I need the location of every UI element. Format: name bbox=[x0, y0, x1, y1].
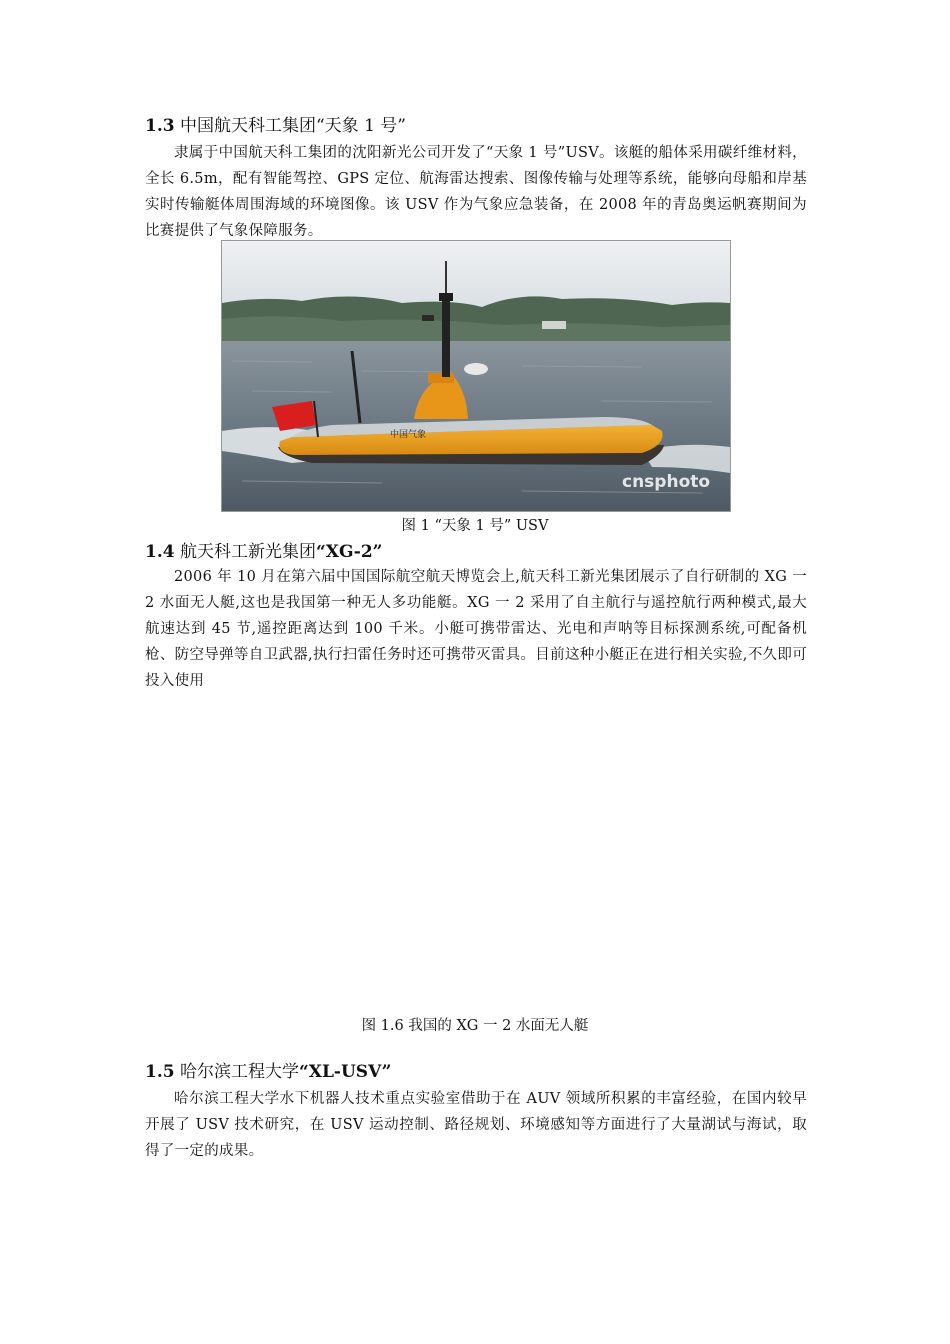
photo-watermark: cnsphoto bbox=[622, 472, 711, 492]
section-title-model: “XL-USV” bbox=[298, 1062, 392, 1082]
usv-photo bbox=[221, 240, 731, 512]
section-1-3-paragraph: 隶属于中国航天科工集团的沈阳新光公司开发了“天象 1 号”USV。该艇的船体采用碳纤维材料，全长 6.5m，配有智能驾控、GPS 定位、航海雷达搜索、图像传输与处理等系统，能够向母船和岸基实时传输艇体周围海域的环境图像。该 USV 作为气象应急装备，在 2008 年的青岛奥运帆赛期间为比赛提供了气象保障服务。 bbox=[145, 145, 807, 239]
section-title: 中国航天科工集团“天象 1 号” bbox=[179, 116, 406, 136]
section-title: 航天科工新光集团 bbox=[179, 542, 316, 562]
usv-photo-drawing bbox=[222, 241, 730, 511]
section-1-4-paragraph: 2006 年 10 月在第六届中国国际航空航天博览会上,航天科工新光集团展示了自行研制的 XG 一 2 水面无人艇,这也是我国第一种无人多功能艇。XG 一 2 采用了自主航行与遥控航行两种模式,最大航速达到 45 节,遥控距离达到 100 千米。小艇可携带雷达、光电和声呐等目标探测系统,可配备机枪、防空导弹等自卫武器,执行扫雷任务时还可携带灭雷具。目前这种小艇正在进行相关实验,不久即可投入使用 bbox=[145, 569, 807, 689]
section-number: 1.5 bbox=[145, 1062, 175, 1082]
hull-lettering: 中国气象 bbox=[390, 430, 427, 440]
section-1-5-heading bbox=[145, 1060, 807, 1084]
section-number: 1.4 bbox=[145, 542, 175, 562]
section-1-5-paragraph: 哈尔滨工程大学水下机器人技术重点实验室借助于在 AUV 领域所积累的丰富经验，在国内较早开展了 USV 技术研究，在 USV 运动控制、路径规划、环境感知等方面进行了大量湖试与海试，取得了一定的成果。 bbox=[145, 1091, 807, 1159]
section-1-4-heading bbox=[145, 540, 807, 564]
section-1-3-heading bbox=[145, 114, 807, 138]
section-number: 1.3 bbox=[145, 116, 175, 136]
figure-1-caption: 图 1 “天象 1 号” USV bbox=[401, 518, 549, 534]
figure-1-6-caption: 图 1.6 我国的 XG 一 2 水面无人艇 bbox=[361, 1018, 589, 1034]
section-title: 哈尔滨工程大学 bbox=[179, 1062, 299, 1082]
section-title-model: “XG-2” bbox=[315, 542, 383, 562]
